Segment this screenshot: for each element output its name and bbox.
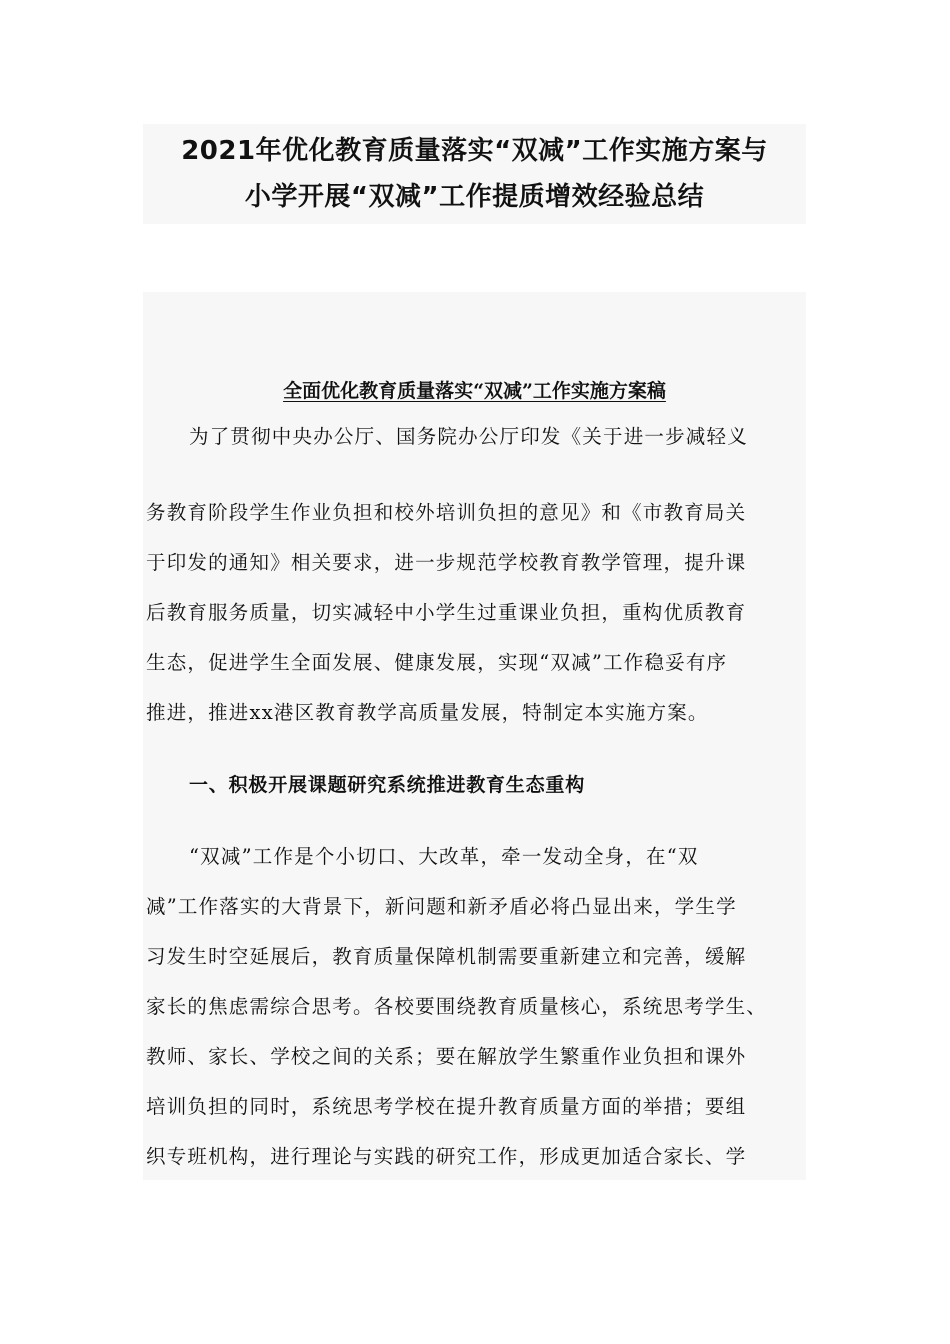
paragraph2-line-4: 家长的焦虑需综合思考。各校要围绕教育质量核心，系统思考学生、 <box>146 995 768 1018</box>
paragraph2-line-6: 培训负担的同时，系统思考学校在提升教育质量方面的举措；要组 <box>146 1095 747 1118</box>
paragraph1-line-4: 后教育服务质量，切实减轻中小学生过重课业负担，重构优质教育 <box>146 601 747 624</box>
paragraph1-line-6: 推进，推进xx港区教育教学高质量发展，特制定本实施方案。 <box>146 701 709 724</box>
paragraph1-line-5: 生态，促进学生全面发展、健康发展，实现“双减”工作稳妥有序 <box>146 651 728 674</box>
paragraph1-line-2: 务教育阶段学生作业负担和校外培训负担的意见》和《市教育局关 <box>146 501 747 524</box>
paragraph1-line-1: 为了贯彻中央办公厅、国务院办公厅印发《关于进一步减轻义 <box>189 425 748 448</box>
section-subtitle <box>143 376 806 406</box>
title-block <box>143 124 806 224</box>
section-heading-1: 一、积极开展课题研究系统推进教育生态重构 <box>189 774 586 796</box>
document-title-line-1: 2021年优化教育质量落实“双减”工作实施方案与 <box>181 136 768 166</box>
paragraph2-line-5: 教师、家长、学校之间的关系；要在解放学生繁重作业负担和课外 <box>146 1045 747 1068</box>
paragraph2-line-2: 减”工作落实的大背景下，新问题和新矛盾必将凸显出来，学生学 <box>146 895 737 918</box>
paragraph2-line-3: 习发生时空延展后，教育质量保障机制需要重新建立和完善，缓解 <box>146 945 747 968</box>
content-block <box>143 292 806 1180</box>
subtitle-text: 全面优化教育质量落实“双减”工作实施方案稿 <box>283 380 666 402</box>
paragraph2-line-1: “双减”工作是个小切口、大改革，牵一发动全身，在“双 <box>189 845 699 868</box>
paragraph1-line-3: 于印发的通知》相关要求，进一步规范学校教育教学管理，提升课 <box>146 551 747 574</box>
document-title-line-2: 小学开展“双减”工作提质增效经验总结 <box>244 182 705 212</box>
paragraph2-line-7: 织专班机构，进行理论与实践的研究工作，形成更加适合家长、学 <box>146 1145 747 1168</box>
